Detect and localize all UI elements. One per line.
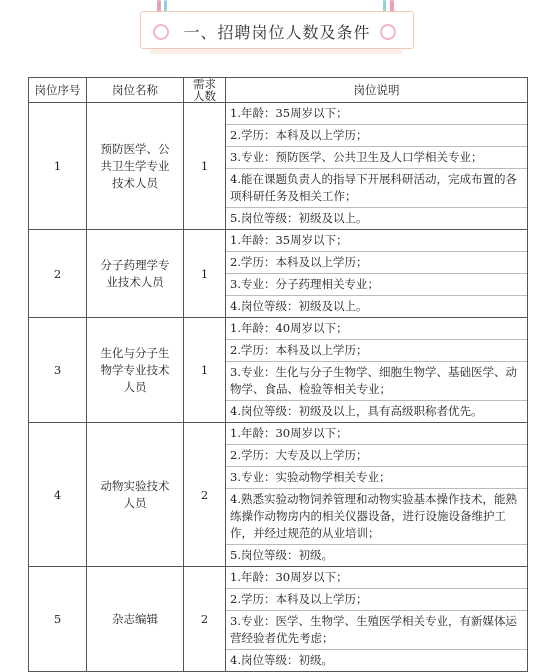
job-name: 预防医学、公共卫生学专业技术人员 — [87, 103, 184, 230]
job-no: 2 — [29, 230, 87, 318]
requirement-item: 2.学历：大专及以上学历； — [226, 445, 527, 467]
requirement-item: 1.年龄：30周岁以下； — [226, 423, 527, 445]
job-no: 3 — [29, 318, 87, 423]
job-name: 分子药理学专业技术人员 — [87, 230, 184, 318]
requirement-item: 3.专业：实验动物学相关专业； — [226, 467, 527, 489]
section-header — [0, 0, 559, 62]
job-no: 1 — [29, 103, 87, 230]
job-count: 1 — [184, 318, 226, 423]
requirement-item: 5.岗位等级：初级及以上。 — [230, 211, 368, 225]
job-requirements — [226, 103, 528, 230]
job-name: 生化与分子生物学专业技术人员 — [87, 318, 184, 423]
job-no: 5 — [29, 567, 87, 672]
header-job-name: 岗位名称 — [87, 78, 184, 103]
table-row — [29, 423, 528, 567]
requirement-item: 1.年龄：40周岁以下； — [226, 318, 527, 340]
requirement-item: 4.岗位等级：初级。 — [230, 653, 333, 667]
job-requirements — [226, 230, 528, 318]
job-name: 动物实验技术人员 — [87, 423, 184, 567]
requirement-item: 3.专业：分子药理相关专业； — [226, 274, 527, 296]
job-count: 1 — [184, 230, 226, 318]
requirement-item: 1.年龄：30周岁以下； — [226, 567, 527, 589]
section-banner — [140, 11, 414, 49]
requirement-item: 3.专业：预防医学、公共卫生及人口学相关专业； — [226, 147, 527, 169]
requirement-item: 5.岗位等级：初级。 — [230, 548, 333, 562]
table-header-row — [29, 78, 528, 103]
section-title: 一、招聘岗位人数及条件 — [183, 23, 371, 42]
job-name: 杂志编辑 — [87, 567, 184, 672]
job-requirements — [226, 423, 528, 567]
job-count: 1 — [184, 103, 226, 230]
requirement-item: 2.学历：本科及以上学历； — [226, 252, 527, 274]
requirement-item: 3.专业：医学、生物学、生殖医学相关专业，有新媒体运营经验者优先考虑； — [226, 611, 527, 650]
requirement-item: 4.熟悉实验动物饲养管理和动物实验基本操作技术，能熟练操作动物房内的相关仪器设备，进行设施设备维护工作，并经过规范的从业培训； — [226, 489, 527, 545]
table-row — [29, 567, 528, 672]
job-requirements — [226, 567, 528, 672]
header-description: 岗位说明 — [226, 78, 528, 103]
decor-ring-icon — [380, 24, 396, 40]
header-job-no: 岗位序号 — [29, 78, 87, 103]
header-count: 需求人数 — [184, 78, 226, 103]
job-count: 2 — [184, 423, 226, 567]
requirement-item: 1.年龄：35周岁以下； — [226, 230, 527, 252]
job-count: 2 — [184, 567, 226, 672]
jobs-table — [28, 77, 528, 672]
requirement-item: 2.学历：本科及以上学历； — [226, 125, 527, 147]
table-row — [29, 103, 528, 230]
table-row — [29, 318, 528, 423]
requirement-item: 2.学历：本科及以上学历； — [226, 340, 527, 362]
requirement-item: 4.能在课题负责人的指导下开展科研活动，完成布置的各项科研任务及相关工作； — [226, 169, 527, 208]
job-requirements — [226, 318, 528, 423]
requirement-item: 4.岗位等级：初级及以上。 — [230, 299, 368, 313]
requirement-item: 3.专业：生化与分子生物学、细胞生物学、基础医学、动物学、食品、检验等相关专业； — [226, 362, 527, 401]
decor-ring-icon — [153, 24, 169, 40]
job-no: 4 — [29, 423, 87, 567]
table-row — [29, 230, 528, 318]
requirement-item: 2.学历：本科及以上学历； — [226, 589, 527, 611]
requirement-item: 1.年龄：35周岁以下； — [226, 103, 527, 125]
requirement-item: 4.岗位等级：初级及以上，具有高级职称者优先。 — [230, 404, 483, 418]
